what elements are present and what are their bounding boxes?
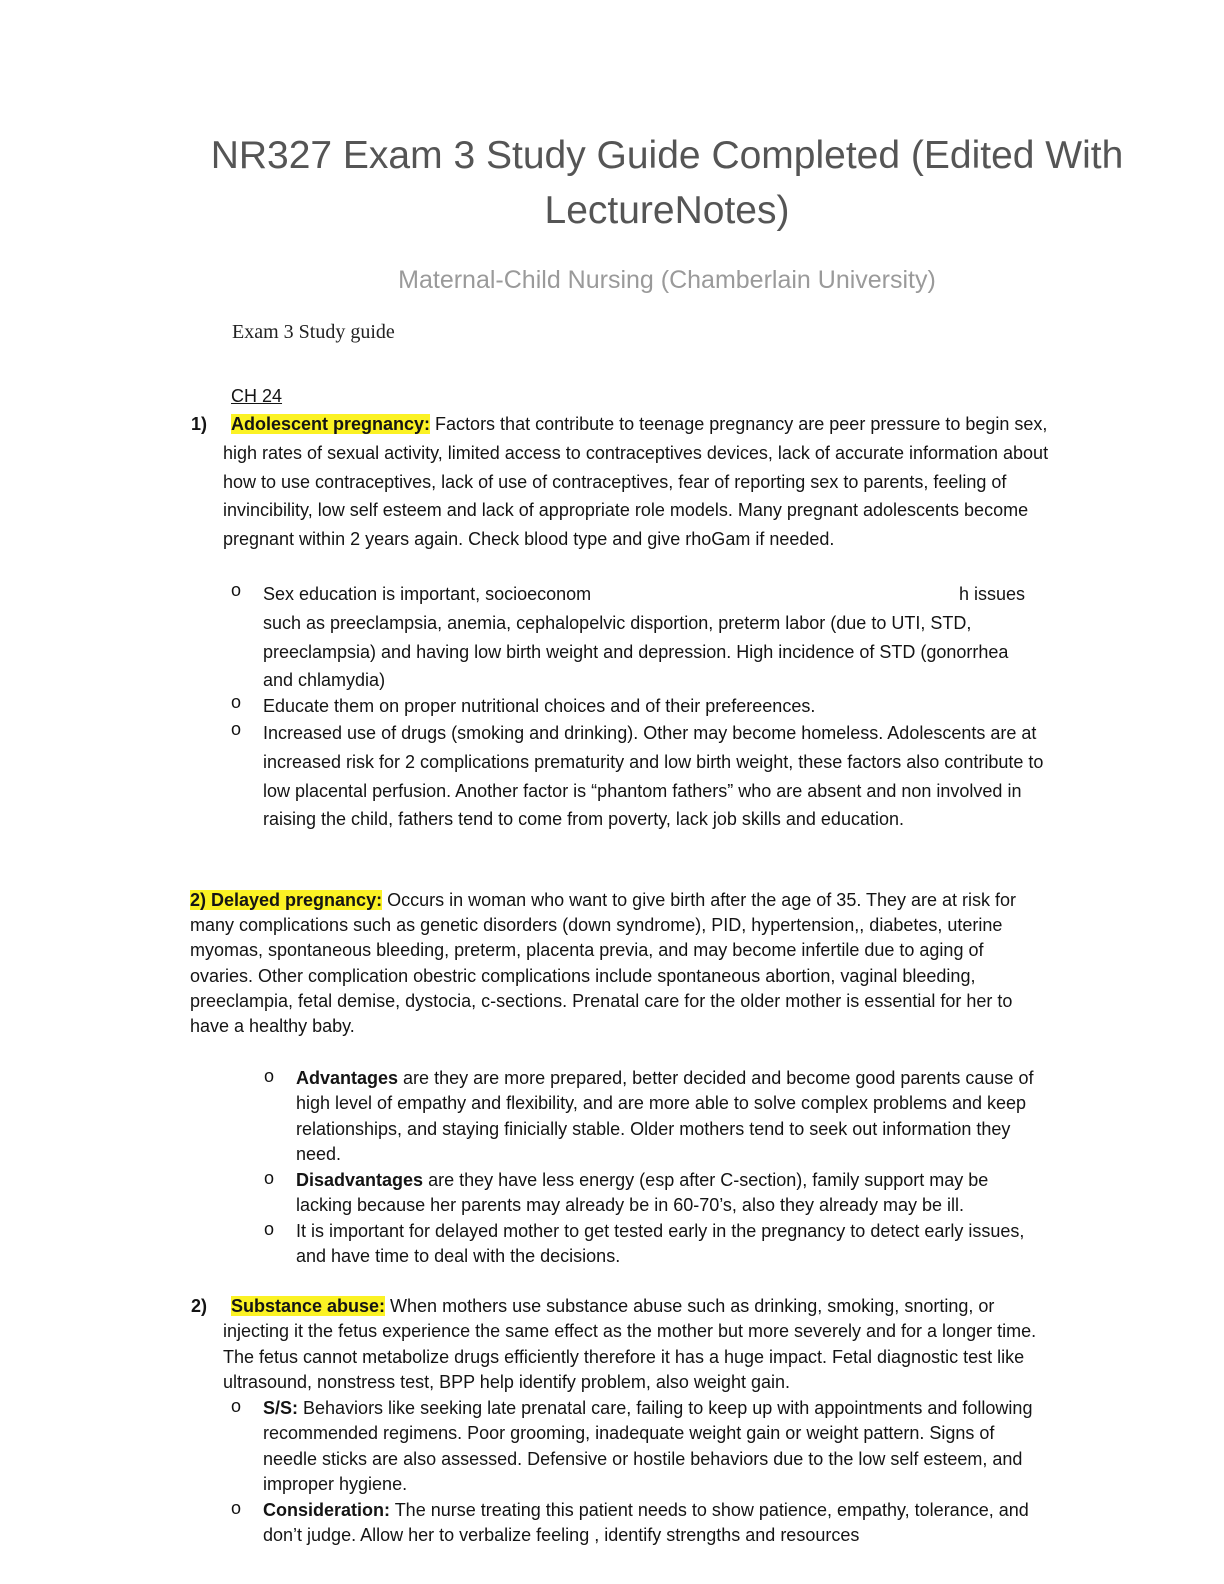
- section-2-label: 2) Delayed pregnancy:: [190, 890, 383, 910]
- section-3-bullet-2: [263, 1498, 1058, 1549]
- section-3-number: 2): [191, 1296, 208, 1316]
- section-1-bullet-1: [263, 580, 1043, 695]
- bullet-marker: o: [264, 1066, 275, 1086]
- section-1-bullet-3: Increased use of drugs (smoking and drinking). Other may become homeless. Adolescents are at increased risk for 2 complications prematurity and low birth weight, these factors also contribute to low placental perfusion. Another factor is “phantom fathers” who are absent and non involved in raising the child, fathers tend to come from poverty, lack job skills and education.: [263, 723, 1044, 830]
- bullet-marker: o: [264, 1168, 275, 1188]
- section-1-paragraph: [223, 410, 1063, 554]
- signs-symptoms-text: Behaviors like seeking late prenatal care, failing to keep up with appointments and following recommended regimens. Poor grooming, inadequate weight gain or weight pattern. Signs of needle sticks are also assessed. Defensive or hostile behaviors due to the low self esteem, and improper hygiene.: [263, 1398, 1033, 1495]
- section-1-label: Adolescent pregnancy:: [231, 414, 431, 434]
- section-2-bullet-1: [296, 1066, 1041, 1168]
- section-3-text: When mothers use substance abuse such as drinking, smoking, snorting, or injecting it the fetus experience the same effect as the mother but more severely and for a longer time. The fetus cannot metabolize drugs efficiently therefore it has a huge impact. Fetal diagnostic test like ultrasound, nonstress test, BPP help identify problem, also weight gain.: [223, 1296, 1037, 1393]
- section-2-bullet-2: [296, 1168, 1041, 1219]
- consideration-label: Consideration:: [263, 1500, 391, 1520]
- section-1-bullet-1-end: h issues: [959, 584, 1026, 604]
- disadvantages-text: are they have less energy (esp after C-section), family support may be lacking because her parents may already be in 60-70’s, also they already may be ill.: [296, 1170, 989, 1216]
- bullet-marker: o: [231, 1498, 242, 1518]
- disadvantages-label: Disadvantages: [296, 1170, 424, 1190]
- bullet-marker: o: [231, 719, 242, 739]
- chapter-label: CH 24: [231, 386, 283, 406]
- bullet-marker: o: [264, 1219, 275, 1239]
- section-1-bullet-2: Educate them on proper nutritional choices and of their prefereences.: [263, 696, 816, 716]
- section-2-bullet-3: It is important for delayed mother to get tested early in the pregnancy to detect early issues, and have time to deal with the decisions.: [296, 1221, 1025, 1267]
- section-3-bullet-1: [263, 1396, 1053, 1498]
- section-3-paragraph: [223, 1294, 1053, 1396]
- document-subtitle: Maternal-Child Nursing (Chamberlain University): [398, 266, 936, 294]
- study-guide-heading: Exam 3 Study guide: [232, 321, 395, 343]
- bullet-marker: o: [231, 692, 242, 712]
- section-1-text: Factors that contribute to teenage pregnancy are peer pressure to begin sex, high rates of sexual activity, limited access to contraceptives devices, lack of accurate information about how to use contraceptives, lack of use of contraceptives, fear of reporting sex to parents, feeling of invincibility, low self esteem and lack of appropriate role models. Many pregnant adolescents become pregnant within 2 years again. Check blood type and give rhoGam if needed.: [223, 414, 1049, 550]
- bullet-marker: o: [231, 1396, 242, 1416]
- section-1-number: 1): [191, 414, 208, 434]
- signs-symptoms-label: S/S:: [263, 1398, 299, 1418]
- bullet-marker: o: [231, 580, 242, 600]
- section-2-paragraph: [190, 888, 1040, 1039]
- section-1-bullet-1-start: Sex education is important, socioeconom: [263, 584, 592, 604]
- advantages-label: Advantages: [296, 1068, 399, 1088]
- consideration-text: The nurse treating this patient needs to show patience, empathy, tolerance, and don’t judge. Allow her to verbalize feeling , identify strengths and resources: [263, 1500, 1029, 1546]
- section-2-text: Occurs in woman who want to give birth after the age of 35. They are at risk for many complications such as genetic disorders (down syndrome), PID, hypertension,, diabetes, uterine myomas, spontaneous bleeding, preterm, placenta previa, and may become infertile due to aging of ovaries. Other complication obestric complications include spontaneous abortion, vaginal bleeding, preeclampia, fetal demise, dystocia, c-sections. Prenatal care for the older mother is essential for her to have a healthy baby.: [190, 890, 1017, 1037]
- section-3-label: Substance abuse:: [231, 1296, 386, 1316]
- advantages-text: are they are more prepared, better decided and become good parents cause of high level of empathy and flexibility, and are more able to solve complex problems and keep relationships, and staying finicially stable. Older mothers tend to seek out information they need.: [296, 1068, 1034, 1165]
- document-title: NR327 Exam 3 Study Guide Completed (Edited With LectureNotes): [210, 134, 1124, 232]
- section-1-bullet-1-rest: such as preeclampsia, anemia, cephalopelvic disportion, preterm labor (due to UTI, STD, preeclampsia) and having low birth weight and depression. High incidence of STD (gonorrhea and chlamydia): [263, 612, 1009, 691]
